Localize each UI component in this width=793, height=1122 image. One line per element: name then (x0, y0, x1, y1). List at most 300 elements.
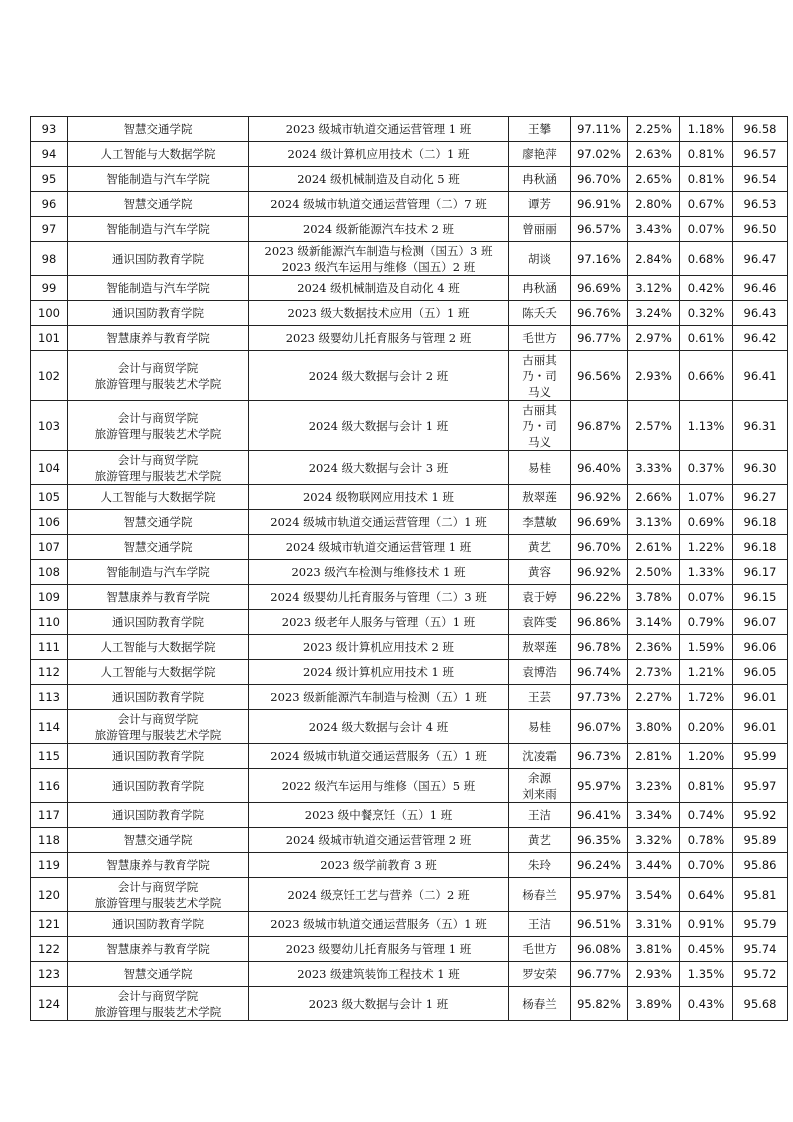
class-cell (249, 803, 509, 828)
class-cell-line: 2024 级城市轨道交通运营管理（二）7 班 (270, 197, 487, 211)
advisor-cell-line: 乃・司 (522, 418, 557, 433)
rate-a-cell: 96.22% (571, 585, 628, 610)
advisor-cell-line: 古丽其 (522, 352, 557, 367)
advisor-cell (509, 937, 571, 962)
rate-a-cell: 97.02% (571, 142, 628, 167)
rate-c-cell: 0.69% (680, 510, 733, 535)
college-cell (68, 510, 249, 535)
advisor-cell-line: 袁于婷 (522, 590, 557, 604)
table-row (31, 803, 788, 828)
rate-c-cell: 0.81% (680, 769, 733, 803)
college-cell (68, 937, 249, 962)
college-cell (68, 301, 249, 326)
class-cell-line: 2024 级城市轨道交通运营管理（二）1 班 (270, 515, 487, 529)
rate-a-cell: 96.08% (571, 937, 628, 962)
score-cell: 96.15 (733, 585, 788, 610)
college-cell-line: 会计与商贸学院 (117, 988, 199, 1003)
rate-a-cell: 96.92% (571, 485, 628, 510)
college-cell-line: 智慧交通学院 (123, 122, 193, 136)
rank-cell: 106 (31, 510, 68, 535)
advisor-cell-line: 黄容 (528, 565, 551, 579)
advisor-cell (509, 853, 571, 878)
class-cell-line: 2023 级老年人服务与管理（五）1 班 (281, 615, 476, 629)
class-cell (249, 510, 509, 535)
college-cell-line: 智慧交通学院 (123, 967, 193, 981)
rate-c-cell: 0.79% (680, 610, 733, 635)
rate-c-cell: 0.66% (680, 351, 733, 401)
advisor-cell (509, 660, 571, 685)
rate-c-cell: 1.59% (680, 635, 733, 660)
college-cell-line: 旅游管理与服装艺术学院 (94, 376, 222, 391)
class-cell (249, 351, 509, 401)
score-cell: 96.42 (733, 326, 788, 351)
rate-c-cell: 0.70% (680, 853, 733, 878)
table-row (31, 117, 788, 142)
table-row (31, 326, 788, 351)
class-cell-line: 2023 级大数据与会计 1 班 (308, 996, 449, 1011)
advisor-cell-line: 罗安荣 (522, 967, 557, 981)
rate-b-cell: 3.24% (628, 301, 680, 326)
rank-cell: 123 (31, 962, 68, 987)
rate-a-cell: 96.73% (571, 744, 628, 769)
rank-cell: 120 (31, 878, 68, 912)
rate-b-cell: 3.43% (628, 217, 680, 242)
score-cell: 95.99 (733, 744, 788, 769)
advisor-cell (509, 635, 571, 660)
advisor-cell-line: 王洁 (528, 808, 551, 822)
rate-b-cell: 2.97% (628, 326, 680, 351)
rank-cell: 95 (31, 167, 68, 192)
advisor-cell-line: 马义 (528, 384, 551, 399)
rate-a-cell: 96.91% (571, 192, 628, 217)
advisor-cell (509, 276, 571, 301)
college-cell-line: 会计与商贸学院 (117, 410, 199, 425)
advisor-cell-line: 王芸 (528, 690, 551, 704)
table-row (31, 660, 788, 685)
rate-b-cell: 2.27% (628, 685, 680, 710)
rate-c-cell: 1.07% (680, 485, 733, 510)
rate-b-cell: 2.80% (628, 192, 680, 217)
advisor-cell-line: 易桂 (528, 719, 551, 734)
college-cell (68, 217, 249, 242)
class-cell (249, 987, 509, 1021)
rate-c-cell: 0.42% (680, 276, 733, 301)
table-row (31, 485, 788, 510)
score-cell: 96.01 (733, 685, 788, 710)
score-cell: 95.86 (733, 853, 788, 878)
table-row (31, 451, 788, 485)
score-cell: 95.72 (733, 962, 788, 987)
score-cell: 96.01 (733, 710, 788, 744)
college-cell (68, 485, 249, 510)
rank-cell: 121 (31, 912, 68, 937)
table-row (31, 610, 788, 635)
score-cell: 95.81 (733, 878, 788, 912)
rank-cell: 94 (31, 142, 68, 167)
rank-cell: 103 (31, 401, 68, 451)
college-cell (68, 192, 249, 217)
rank-cell: 97 (31, 217, 68, 242)
college-cell-line: 会计与商贸学院 (117, 452, 199, 467)
table-row (31, 510, 788, 535)
advisor-cell-line: 冉秋涵 (522, 172, 557, 186)
advisor-cell (509, 351, 571, 401)
rate-b-cell: 2.65% (628, 167, 680, 192)
table-row (31, 853, 788, 878)
rank-cell: 116 (31, 769, 68, 803)
score-cell: 96.47 (733, 242, 788, 276)
rank-cell: 104 (31, 451, 68, 485)
college-cell-line: 智慧交通学院 (123, 515, 193, 529)
advisor-cell (509, 987, 571, 1021)
class-cell-line: 2023 级婴幼儿托育服务与管理 2 班 (285, 331, 472, 345)
college-cell-line: 旅游管理与服装艺术学院 (94, 895, 222, 910)
table-row (31, 142, 788, 167)
table-row (31, 351, 788, 401)
college-cell (68, 710, 249, 744)
class-cell (249, 962, 509, 987)
advisor-cell-line: 袁阵雯 (522, 615, 557, 629)
advisor-cell-line: 黄艺 (528, 833, 551, 847)
rank-cell: 109 (31, 585, 68, 610)
score-cell: 96.46 (733, 276, 788, 301)
rate-c-cell: 0.07% (680, 585, 733, 610)
score-cell: 96.05 (733, 660, 788, 685)
table-row (31, 217, 788, 242)
college-cell-line: 智能制造与汽车学院 (106, 565, 210, 579)
class-cell-line: 2023 级汽车检测与维修技术 1 班 (291, 565, 466, 579)
table-row (31, 769, 788, 803)
advisor-cell (509, 117, 571, 142)
table-body (31, 117, 788, 1021)
advisor-cell-line: 沈凌霜 (522, 749, 557, 763)
college-cell (68, 660, 249, 685)
rate-a-cell: 97.11% (571, 117, 628, 142)
rate-c-cell: 1.35% (680, 962, 733, 987)
table-row (31, 744, 788, 769)
college-cell (68, 962, 249, 987)
class-cell-line: 2023 级汽车运用与维修（国五）2 班 (281, 259, 476, 274)
advisor-cell-line: 朱玲 (528, 858, 551, 872)
class-cell (249, 401, 509, 451)
score-cell: 96.43 (733, 301, 788, 326)
class-cell (249, 878, 509, 912)
rate-a-cell: 96.86% (571, 610, 628, 635)
college-cell-line: 通识国防教育学院 (112, 749, 204, 763)
class-cell-line: 2024 级城市轨道交通运营管理 1 班 (285, 540, 472, 554)
advisor-cell (509, 685, 571, 710)
advisor-cell-line: 易桂 (528, 460, 551, 475)
college-cell (68, 560, 249, 585)
advisor-cell (509, 326, 571, 351)
advisor-cell-line: 刘来雨 (522, 786, 557, 801)
college-cell-line: 人工智能与大数据学院 (100, 640, 216, 654)
class-cell (249, 610, 509, 635)
rate-b-cell: 2.25% (628, 117, 680, 142)
score-cell: 96.31 (733, 401, 788, 451)
college-cell-line: 旅游管理与服装艺术学院 (94, 727, 222, 742)
advisor-cell-line: 乃・司 (522, 368, 557, 383)
score-cell: 96.54 (733, 167, 788, 192)
score-cell: 96.30 (733, 451, 788, 485)
rate-a-cell: 96.76% (571, 301, 628, 326)
college-cell-line: 通识国防教育学院 (112, 778, 204, 793)
rate-c-cell: 1.22% (680, 535, 733, 560)
rate-a-cell: 95.97% (571, 878, 628, 912)
rate-b-cell: 3.13% (628, 510, 680, 535)
rate-a-cell: 96.87% (571, 401, 628, 451)
advisor-cell (509, 242, 571, 276)
class-cell-line: 2023 级中餐烹饪（五）1 班 (304, 808, 453, 822)
rank-cell: 96 (31, 192, 68, 217)
college-cell-line: 通识国防教育学院 (112, 306, 204, 320)
class-cell (249, 710, 509, 744)
advisor-cell (509, 167, 571, 192)
rate-b-cell: 3.80% (628, 710, 680, 744)
score-cell: 96.18 (733, 535, 788, 560)
class-cell-line: 2023 级婴幼儿托育服务与管理 1 班 (285, 942, 472, 956)
rate-a-cell: 96.70% (571, 167, 628, 192)
table-row (31, 878, 788, 912)
rate-b-cell: 3.34% (628, 803, 680, 828)
rate-b-cell: 3.23% (628, 769, 680, 803)
rate-b-cell: 3.32% (628, 828, 680, 853)
advisor-cell-line: 谭芳 (528, 197, 551, 211)
rate-c-cell: 0.20% (680, 710, 733, 744)
rank-cell: 93 (31, 117, 68, 142)
advisor-cell-line: 冉秋涵 (522, 281, 557, 295)
advisor-cell (509, 485, 571, 510)
rate-c-cell: 0.45% (680, 937, 733, 962)
advisor-cell (509, 610, 571, 635)
class-cell-line: 2024 级大数据与会计 1 班 (308, 418, 449, 433)
rate-a-cell: 97.73% (571, 685, 628, 710)
rate-a-cell: 96.24% (571, 853, 628, 878)
score-cell: 95.79 (733, 912, 788, 937)
score-cell: 96.41 (733, 351, 788, 401)
college-cell-line: 通识国防教育学院 (112, 808, 204, 822)
advisor-cell (509, 217, 571, 242)
table-row (31, 912, 788, 937)
score-cell: 95.92 (733, 803, 788, 828)
advisor-cell-line: 曾丽丽 (522, 222, 557, 236)
advisor-cell-line: 王洁 (528, 917, 551, 931)
rate-a-cell: 96.69% (571, 510, 628, 535)
class-cell (249, 276, 509, 301)
college-cell-line: 旅游管理与服装艺术学院 (94, 1004, 222, 1019)
college-cell-line: 人工智能与大数据学院 (100, 665, 216, 679)
college-cell (68, 117, 249, 142)
advisor-cell (509, 451, 571, 485)
rate-c-cell: 1.13% (680, 401, 733, 451)
class-cell (249, 853, 509, 878)
class-cell-line: 2024 级烹饪工艺与营养（二）2 班 (287, 887, 470, 902)
class-cell (249, 937, 509, 962)
advisor-cell-line: 廖艳萍 (522, 147, 557, 161)
college-cell (68, 803, 249, 828)
advisor-cell (509, 769, 571, 803)
rate-b-cell: 2.73% (628, 660, 680, 685)
advisor-cell-line: 马义 (528, 434, 551, 449)
rate-b-cell: 2.66% (628, 485, 680, 510)
rate-a-cell: 96.51% (571, 912, 628, 937)
advisor-cell (509, 535, 571, 560)
rate-b-cell: 2.93% (628, 351, 680, 401)
rank-cell: 114 (31, 710, 68, 744)
rank-cell: 108 (31, 560, 68, 585)
college-cell (68, 878, 249, 912)
advisor-cell (509, 878, 571, 912)
rate-b-cell: 2.50% (628, 560, 680, 585)
advisor-cell (509, 912, 571, 937)
rate-b-cell: 3.12% (628, 276, 680, 301)
rate-a-cell: 96.77% (571, 326, 628, 351)
class-cell (249, 560, 509, 585)
rate-b-cell: 2.36% (628, 635, 680, 660)
rate-c-cell: 0.64% (680, 878, 733, 912)
class-cell-line: 2024 级大数据与会计 2 班 (308, 368, 449, 383)
class-cell-line: 2024 级城市轨道交通运营管理 2 班 (285, 833, 472, 847)
rate-b-cell: 2.84% (628, 242, 680, 276)
college-cell-line: 智慧康养与教育学院 (106, 331, 210, 345)
class-cell (249, 485, 509, 510)
rate-a-cell: 96.57% (571, 217, 628, 242)
advisor-cell (509, 803, 571, 828)
advisor-cell (509, 744, 571, 769)
college-cell (68, 167, 249, 192)
rate-b-cell: 2.63% (628, 142, 680, 167)
college-cell-line: 通识国防教育学院 (112, 615, 204, 629)
rank-cell: 107 (31, 535, 68, 560)
rate-a-cell: 96.56% (571, 351, 628, 401)
score-cell: 96.27 (733, 485, 788, 510)
college-cell (68, 351, 249, 401)
rate-a-cell: 96.70% (571, 535, 628, 560)
rate-a-cell: 96.92% (571, 560, 628, 585)
class-cell (249, 685, 509, 710)
advisor-cell-line: 古丽其 (522, 402, 557, 417)
score-cell: 96.18 (733, 510, 788, 535)
college-cell (68, 585, 249, 610)
college-cell-line: 智慧康养与教育学院 (106, 858, 210, 872)
class-cell-line: 2024 级物联网应用技术 1 班 (302, 490, 455, 504)
score-cell: 95.97 (733, 769, 788, 803)
advisor-cell-line: 袁博浩 (522, 665, 557, 679)
class-cell-line: 2023 级城市轨道交通运营管理 1 班 (285, 122, 472, 136)
college-cell (68, 987, 249, 1021)
class-cell-line: 2023 级新能源汽车制造与检测（国五）3 班 (264, 243, 493, 258)
college-cell (68, 744, 249, 769)
class-cell-line: 2023 级计算机应用技术 2 班 (302, 640, 455, 654)
advisor-cell-line: 毛世方 (522, 942, 557, 956)
college-cell-line: 智慧交通学院 (123, 540, 193, 554)
advisor-cell-line: 李慧敏 (522, 515, 557, 529)
advisor-cell (509, 710, 571, 744)
college-cell (68, 326, 249, 351)
table-row (31, 828, 788, 853)
class-cell-line: 2024 级婴幼儿托育服务与管理（二）3 班 (270, 590, 487, 604)
rate-c-cell: 1.72% (680, 685, 733, 710)
rate-a-cell: 96.78% (571, 635, 628, 660)
rate-a-cell: 96.35% (571, 828, 628, 853)
college-cell-line: 旅游管理与服装艺术学院 (94, 468, 222, 483)
class-cell-line: 2024 级计算机应用技术 1 班 (302, 665, 455, 679)
table-row (31, 192, 788, 217)
rate-a-cell: 97.16% (571, 242, 628, 276)
table-row (31, 987, 788, 1021)
college-cell-line: 通识国防教育学院 (112, 917, 204, 931)
advisor-cell-line: 黄艺 (528, 540, 551, 554)
college-cell (68, 769, 249, 803)
college-cell (68, 242, 249, 276)
rank-cell: 110 (31, 610, 68, 635)
rate-b-cell: 2.81% (628, 744, 680, 769)
college-cell-line: 智慧交通学院 (123, 197, 193, 211)
rate-a-cell: 96.07% (571, 710, 628, 744)
score-cell: 96.50 (733, 217, 788, 242)
class-cell (249, 828, 509, 853)
college-cell-line: 通识国防教育学院 (112, 690, 204, 704)
rate-c-cell: 0.32% (680, 301, 733, 326)
advisor-cell (509, 585, 571, 610)
college-cell-line: 会计与商贸学院 (117, 360, 199, 375)
class-cell-line: 2024 级大数据与会计 3 班 (308, 460, 449, 475)
advisor-cell-line: 敖翠莲 (522, 490, 557, 504)
score-cell: 96.17 (733, 560, 788, 585)
college-cell (68, 535, 249, 560)
advisor-cell-line: 杨春兰 (522, 887, 557, 902)
college-cell-line: 旅游管理与服装艺术学院 (94, 426, 222, 441)
class-cell (249, 535, 509, 560)
advisor-cell (509, 401, 571, 451)
table-row (31, 685, 788, 710)
table-row (31, 635, 788, 660)
college-cell-line: 会计与商贸学院 (117, 879, 199, 894)
class-cell (249, 242, 509, 276)
advisor-cell (509, 142, 571, 167)
rank-cell: 100 (31, 301, 68, 326)
rank-cell: 122 (31, 937, 68, 962)
class-cell (249, 142, 509, 167)
class-cell-line: 2023 级学前教育 3 班 (320, 858, 437, 872)
class-cell (249, 326, 509, 351)
college-cell-line: 人工智能与大数据学院 (100, 490, 216, 504)
rank-cell: 102 (31, 351, 68, 401)
rank-cell: 98 (31, 242, 68, 276)
class-cell-line: 2022 级汽车运用与维修（国五）5 班 (281, 778, 476, 793)
college-cell-line: 智能制造与汽车学院 (106, 281, 210, 295)
college-cell (68, 853, 249, 878)
rate-b-cell: 3.54% (628, 878, 680, 912)
rate-a-cell: 95.97% (571, 769, 628, 803)
college-cell (68, 401, 249, 451)
advisor-cell-line: 胡谈 (528, 251, 551, 266)
class-cell (249, 912, 509, 937)
table-row (31, 167, 788, 192)
rate-b-cell: 3.78% (628, 585, 680, 610)
class-cell-line: 2023 级城市轨道交通运营服务（五）1 班 (270, 917, 487, 931)
score-cell: 96.07 (733, 610, 788, 635)
class-cell-line: 2024 级机械制造及自动化 4 班 (297, 281, 460, 295)
rate-c-cell: 0.37% (680, 451, 733, 485)
class-cell (249, 585, 509, 610)
college-cell (68, 685, 249, 710)
rate-b-cell: 2.93% (628, 962, 680, 987)
rate-a-cell: 96.74% (571, 660, 628, 685)
college-cell-line: 人工智能与大数据学院 (100, 147, 216, 161)
rank-cell: 99 (31, 276, 68, 301)
table-row (31, 276, 788, 301)
